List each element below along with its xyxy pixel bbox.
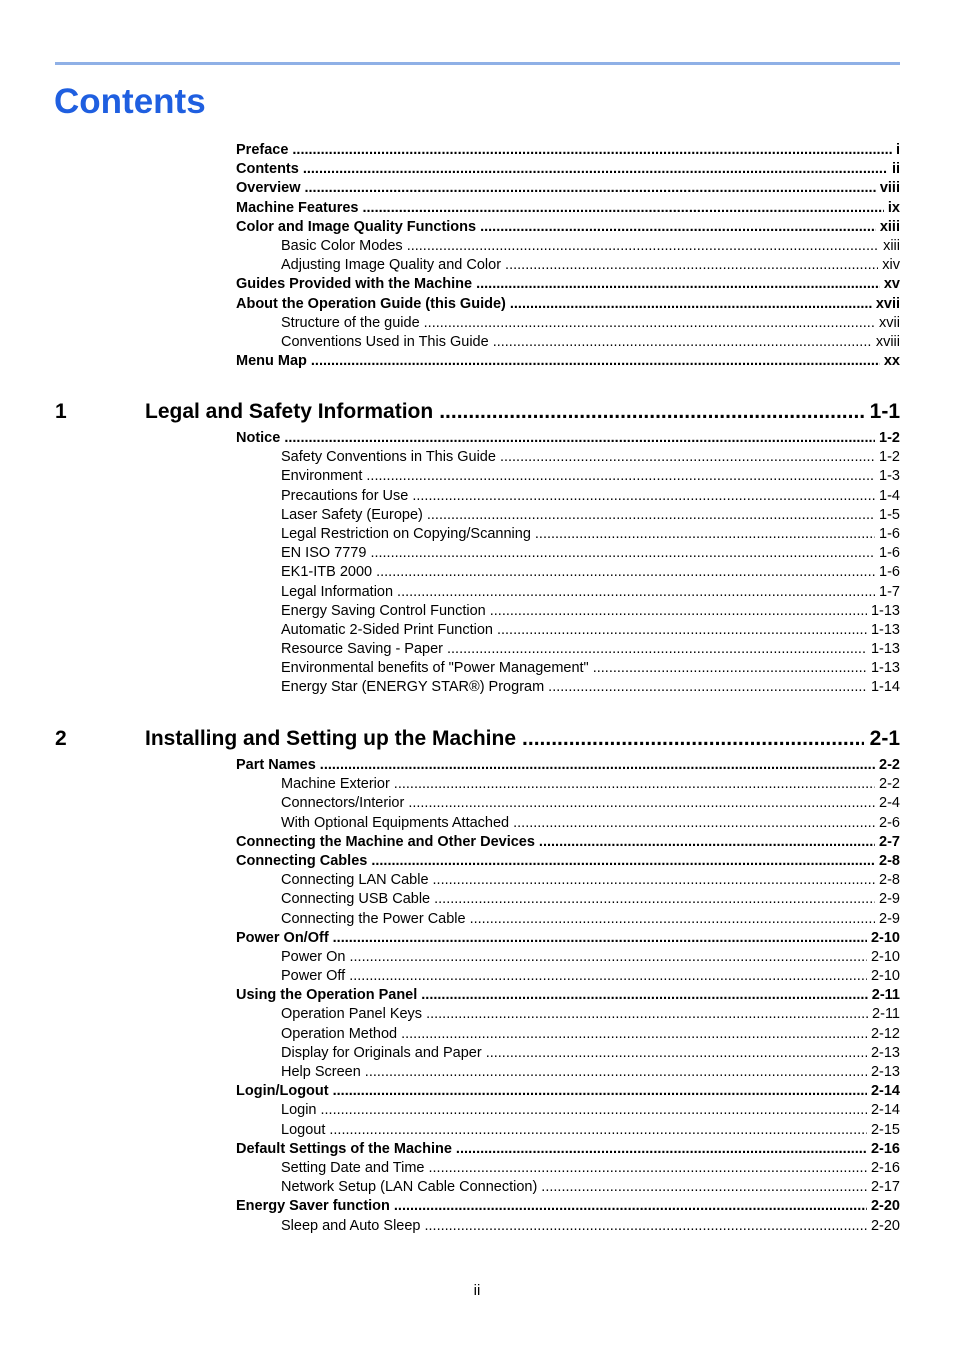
entry-title: With Optional Equipments Attached bbox=[281, 814, 510, 831]
dot-leader bbox=[427, 506, 875, 525]
entry-title: Resource Saving - Paper bbox=[281, 641, 443, 658]
dot-leader bbox=[397, 583, 875, 602]
entry-page: 1-2 bbox=[879, 449, 900, 466]
entry-page: 2-9 bbox=[879, 910, 900, 927]
chapter-page: 1-1 bbox=[869, 400, 900, 423]
entry-title: Preface bbox=[236, 142, 289, 158]
toc-subentry[interactable] bbox=[236, 448, 900, 467]
dot-leader bbox=[329, 1121, 867, 1140]
dot-leader bbox=[428, 1159, 866, 1178]
entry-title: Login/Logout bbox=[236, 1083, 329, 1100]
toc-subentry[interactable] bbox=[236, 506, 900, 525]
dot-leader bbox=[333, 929, 867, 948]
dot-leader bbox=[365, 1063, 867, 1082]
entry-page: 1-3 bbox=[879, 468, 900, 485]
toc-subentry[interactable] bbox=[236, 794, 900, 813]
entry-page: 2-2 bbox=[879, 776, 900, 793]
entry-page: 2-16 bbox=[870, 1159, 900, 1176]
entry-title: Network Setup (LAN Cable Connection) bbox=[281, 1179, 538, 1196]
entry-title: Part Names bbox=[236, 757, 316, 773]
toc-subentry[interactable] bbox=[236, 621, 900, 640]
chapter-number: 2 bbox=[55, 727, 67, 750]
entry-title: Connecting the Machine and Other Devices bbox=[236, 833, 535, 850]
dot-leader bbox=[333, 1082, 867, 1101]
entry-page: 1-13 bbox=[870, 621, 900, 638]
dot-leader bbox=[376, 563, 875, 582]
dot-leader bbox=[412, 487, 875, 506]
toc-subentry[interactable] bbox=[236, 563, 900, 582]
entry-title: Connecting Cables bbox=[236, 852, 368, 869]
chapter-heading[interactable] bbox=[55, 725, 900, 753]
entry-title: Automatic 2-Sided Print Function bbox=[281, 621, 493, 638]
dot-leader bbox=[541, 1178, 867, 1197]
entry-page: 2-20 bbox=[870, 1198, 900, 1215]
dot-leader bbox=[303, 160, 888, 179]
toc-subentry[interactable] bbox=[236, 1063, 900, 1082]
toc-subentry[interactable] bbox=[236, 525, 900, 544]
dot-leader bbox=[522, 725, 864, 753]
entry-page: xiii bbox=[883, 237, 900, 254]
toc-subentry[interactable] bbox=[236, 1025, 900, 1044]
entry-title: Overview bbox=[236, 180, 301, 197]
entry-title: Structure of the guide bbox=[281, 314, 420, 331]
toc-subentry[interactable] bbox=[236, 871, 900, 890]
dot-leader bbox=[394, 775, 875, 794]
entry-page: xiv bbox=[882, 257, 900, 274]
toc-subentry[interactable] bbox=[236, 890, 900, 909]
entry-page: 1-13 bbox=[870, 602, 900, 619]
dot-leader bbox=[349, 948, 866, 967]
entry-title: Legal Information bbox=[281, 583, 394, 600]
dot-leader bbox=[513, 814, 875, 833]
dot-leader bbox=[490, 602, 867, 621]
toc-subentry[interactable] bbox=[236, 602, 900, 621]
dot-leader bbox=[363, 199, 884, 218]
dot-leader bbox=[407, 237, 879, 256]
entry-page: 1-6 bbox=[879, 525, 900, 542]
entry-page: 2-15 bbox=[870, 1121, 900, 1138]
toc-subentry[interactable] bbox=[236, 678, 900, 697]
entry-page: 1-4 bbox=[879, 487, 900, 504]
dot-leader bbox=[470, 910, 875, 929]
page-number: ii bbox=[473, 1282, 481, 1299]
entry-title: Basic Color Modes bbox=[281, 237, 403, 254]
entry-title: Connecting the Power Cable bbox=[281, 910, 466, 927]
entry-title: EN ISO 7779 bbox=[281, 545, 367, 562]
dot-leader bbox=[284, 429, 875, 448]
toc-subentry[interactable] bbox=[236, 1005, 900, 1024]
entry-page: 2-11 bbox=[872, 1006, 900, 1023]
entry-page: 1-6 bbox=[879, 545, 900, 562]
toc-entry[interactable] bbox=[236, 756, 900, 775]
dot-leader bbox=[320, 756, 875, 775]
entry-title: Login bbox=[281, 1102, 317, 1119]
entry-page: 2-17 bbox=[870, 1179, 900, 1196]
entry-title: Power Off bbox=[281, 968, 346, 985]
entry-title: Contents bbox=[236, 161, 299, 178]
entry-title: Using the Operation Panel bbox=[236, 987, 418, 1004]
dot-leader bbox=[311, 352, 880, 371]
entry-page: xv bbox=[883, 276, 900, 293]
toc-subentry[interactable] bbox=[236, 814, 900, 833]
entry-page: 2-10 bbox=[870, 929, 900, 946]
dot-leader bbox=[349, 967, 867, 986]
toc-subentry[interactable] bbox=[236, 640, 900, 659]
entry-title: Connecting LAN Cable bbox=[281, 872, 429, 889]
entry-title: Laser Safety (Europe) bbox=[281, 506, 423, 523]
entry-page: ii bbox=[891, 161, 900, 178]
entry-title: Legal Restriction on Copying/Scanning bbox=[281, 525, 531, 542]
toc-subentry[interactable] bbox=[236, 237, 900, 256]
toc-entry[interactable] bbox=[236, 986, 900, 1005]
entry-page: 2-10 bbox=[870, 948, 900, 965]
entry-title: Machine Features bbox=[236, 199, 359, 216]
entry-title: Energy Star (ENERGY STAR®) Program bbox=[281, 679, 545, 696]
entry-title: EK1-ITB 2000 bbox=[281, 564, 373, 581]
toc-entry[interactable] bbox=[236, 833, 900, 852]
page-title: Contents bbox=[54, 82, 206, 121]
entry-title: Environment bbox=[281, 468, 363, 485]
dot-leader bbox=[497, 621, 867, 640]
toc-subentry[interactable] bbox=[236, 1101, 900, 1120]
toc-entry[interactable] bbox=[236, 352, 900, 371]
toc-subentry[interactable] bbox=[236, 1044, 900, 1063]
dot-leader bbox=[424, 1217, 866, 1236]
dot-leader bbox=[486, 1044, 867, 1063]
entry-page: 1-2 bbox=[879, 430, 900, 446]
entry-title: Precautions for Use bbox=[281, 487, 409, 504]
entry-title: Setting Date and Time bbox=[281, 1159, 425, 1176]
dot-leader bbox=[535, 525, 875, 544]
toc-subentry[interactable] bbox=[236, 333, 900, 352]
entry-title: Default Settings of the Machine bbox=[236, 1140, 452, 1157]
entry-title: Operation Method bbox=[281, 1025, 398, 1042]
entry-title: Connectors/Interior bbox=[281, 795, 405, 812]
toc-subentry[interactable] bbox=[236, 544, 900, 563]
dot-leader bbox=[548, 678, 867, 697]
entry-page: 1-13 bbox=[870, 660, 900, 677]
dot-leader bbox=[480, 218, 876, 237]
dot-leader bbox=[305, 179, 876, 198]
entry-page: 2-12 bbox=[870, 1025, 900, 1042]
toc-entry[interactable] bbox=[236, 1197, 900, 1216]
entry-page: ix bbox=[887, 199, 900, 216]
dot-leader bbox=[433, 871, 876, 890]
toc-subentry[interactable] bbox=[236, 910, 900, 929]
dot-leader bbox=[447, 640, 867, 659]
dot-leader bbox=[505, 256, 878, 275]
dot-leader bbox=[456, 1140, 867, 1159]
toc-subentry[interactable] bbox=[236, 659, 900, 678]
entry-title: Conventions Used in This Guide bbox=[281, 333, 489, 350]
entry-title: Power On/Off bbox=[236, 929, 329, 946]
toc-entry[interactable] bbox=[236, 852, 900, 871]
entry-page: xx bbox=[883, 353, 900, 370]
chapter-number: 1 bbox=[55, 400, 67, 423]
entry-page: viii bbox=[879, 180, 900, 197]
toc-front-matter bbox=[236, 141, 900, 371]
entry-title: Energy Saving Control Function bbox=[281, 602, 486, 619]
toc-chapter-2 bbox=[236, 756, 900, 1236]
toc-subentry[interactable] bbox=[236, 967, 900, 986]
entry-page: 2-6 bbox=[879, 814, 900, 831]
toc-subentry[interactable] bbox=[236, 467, 900, 486]
toc-entry[interactable] bbox=[236, 295, 900, 314]
chapter-title: Installing and Setting up the Machine bbox=[145, 727, 517, 750]
dot-leader bbox=[476, 275, 880, 294]
dot-leader bbox=[394, 1197, 867, 1216]
entry-title: Color and Image Quality Functions bbox=[236, 218, 477, 235]
chapter-page: 2-1 bbox=[869, 727, 900, 750]
entry-title: Logout bbox=[281, 1121, 326, 1138]
toc-subentry[interactable] bbox=[236, 583, 900, 602]
dot-leader bbox=[426, 1005, 868, 1024]
entry-page: 2-9 bbox=[879, 891, 900, 908]
dot-leader bbox=[292, 141, 892, 160]
entry-title: Sleep and Auto Sleep bbox=[281, 1217, 421, 1234]
dot-leader bbox=[439, 398, 863, 426]
toc-entry[interactable] bbox=[236, 1140, 900, 1159]
toc-subentry[interactable] bbox=[236, 256, 900, 275]
entry-page: 2-8 bbox=[879, 872, 900, 889]
toc-subentry[interactable] bbox=[236, 1217, 900, 1236]
toc-subentry[interactable] bbox=[236, 775, 900, 794]
entry-page: 2-16 bbox=[870, 1140, 900, 1157]
entry-page: 2-8 bbox=[879, 852, 900, 869]
toc-entry[interactable] bbox=[236, 929, 900, 948]
toc-entry[interactable] bbox=[236, 160, 900, 179]
entry-page: i bbox=[895, 142, 900, 158]
entry-page: 2-14 bbox=[870, 1102, 900, 1119]
entry-title: Guides Provided with the Machine bbox=[236, 276, 473, 293]
entry-page: xiii bbox=[879, 218, 900, 235]
chapter-title: Legal and Safety Information bbox=[145, 400, 434, 423]
entry-title: Power On bbox=[281, 948, 346, 965]
toc-subentry[interactable] bbox=[236, 1121, 900, 1140]
entry-title: Adjusting Image Quality and Color bbox=[281, 257, 502, 274]
dot-leader bbox=[370, 544, 875, 563]
dot-leader bbox=[320, 1101, 866, 1120]
entry-title: Connecting USB Cable bbox=[281, 891, 431, 908]
entry-page: 2-10 bbox=[870, 968, 900, 985]
entry-title: Display for Originals and Paper bbox=[281, 1044, 482, 1061]
entry-page: xviii bbox=[875, 333, 900, 350]
entry-title: Environmental benefits of "Power Management" bbox=[281, 660, 589, 677]
entry-page: 1-7 bbox=[879, 583, 900, 600]
entry-title: Notice bbox=[236, 430, 281, 446]
entry-title: Menu Map bbox=[236, 353, 307, 370]
toc-chapter-1 bbox=[236, 429, 900, 698]
toc-subentry[interactable] bbox=[236, 314, 900, 333]
entry-page: 1-13 bbox=[870, 641, 900, 658]
entry-title: About the Operation Guide (this Guide) bbox=[236, 295, 506, 312]
toc-subentry[interactable] bbox=[236, 1178, 900, 1197]
dot-leader bbox=[421, 986, 867, 1005]
toc-entry[interactable] bbox=[236, 199, 900, 218]
entry-title: Operation Panel Keys bbox=[281, 1006, 423, 1023]
toc-entry[interactable] bbox=[236, 179, 900, 198]
toc-subentry[interactable] bbox=[236, 487, 900, 506]
dot-leader bbox=[539, 833, 875, 852]
entry-title: Safety Conventions in This Guide bbox=[281, 449, 496, 466]
entry-page: 2-11 bbox=[871, 987, 900, 1004]
toc-subentry[interactable] bbox=[236, 1159, 900, 1178]
dot-leader bbox=[493, 333, 872, 352]
entry-page: 1-14 bbox=[870, 679, 900, 696]
entry-page: 1-6 bbox=[879, 564, 900, 581]
header-rule bbox=[55, 62, 900, 65]
chapter-heading[interactable] bbox=[55, 398, 900, 426]
entry-page: 2-20 bbox=[870, 1217, 900, 1234]
entry-page: 1-5 bbox=[879, 506, 900, 523]
toc-entry[interactable] bbox=[236, 275, 900, 294]
entry-page: 2-13 bbox=[870, 1064, 900, 1080]
dot-leader bbox=[366, 467, 875, 486]
dot-leader bbox=[510, 295, 872, 314]
entry-page: xvii bbox=[879, 314, 900, 331]
entry-title: Energy Saver function bbox=[236, 1198, 390, 1215]
entry-page: xvii bbox=[875, 295, 900, 312]
dot-leader bbox=[500, 448, 875, 467]
dot-leader bbox=[424, 314, 875, 333]
toc-subentry[interactable] bbox=[236, 948, 900, 967]
entry-page: 2-14 bbox=[870, 1083, 900, 1100]
entry-page: 2-7 bbox=[879, 833, 900, 850]
entry-title: Help Screen bbox=[281, 1064, 361, 1080]
dot-leader bbox=[593, 659, 867, 678]
dot-leader bbox=[371, 852, 875, 871]
entry-title: Machine Exterior bbox=[281, 776, 390, 793]
toc-entry[interactable] bbox=[236, 429, 900, 448]
toc-entry[interactable] bbox=[236, 141, 900, 160]
toc-entry[interactable] bbox=[236, 218, 900, 237]
dot-leader bbox=[434, 890, 875, 909]
entry-page: 2-2 bbox=[879, 757, 900, 773]
entry-page: 2-4 bbox=[879, 795, 900, 812]
toc-entry[interactable] bbox=[236, 1082, 900, 1101]
dot-leader bbox=[408, 794, 875, 813]
entry-page: 2-13 bbox=[870, 1044, 900, 1061]
dot-leader bbox=[401, 1025, 867, 1044]
